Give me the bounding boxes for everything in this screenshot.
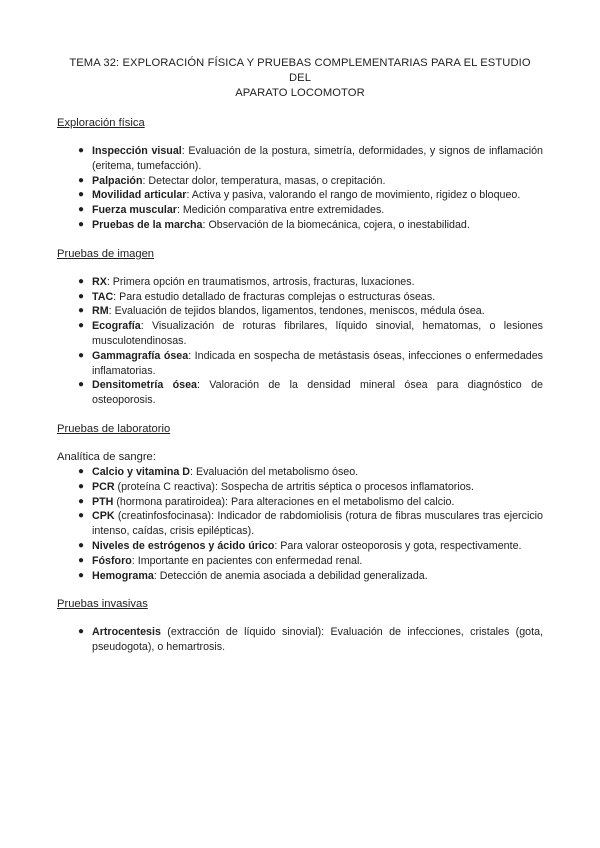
- bullet-icon: ●: [78, 275, 85, 287]
- bullet-icon: ●: [78, 379, 85, 391]
- item-term: PCR: [92, 480, 115, 493]
- bullet-icon: ●: [78, 569, 85, 581]
- list-item: [57, 509, 543, 539]
- item-term: Densitometría ósea: [92, 379, 197, 392]
- intro-analitica: Analítica de sangre:: [57, 450, 156, 463]
- item-term: Fósforo: [92, 554, 132, 567]
- bullet-icon: ●: [78, 465, 85, 477]
- item-description: (extracción de líquido sinovial): Evaluación de infecciones, cristales (gota, pseudogota), o hemartrosis.: [92, 626, 543, 654]
- item-description: : Detección de anemia asociada a debilidad generalizada.: [153, 569, 428, 582]
- title-line-2: APARATO LOCOMOTOR: [235, 87, 365, 99]
- item-term: Artrocentesis: [92, 626, 161, 639]
- title-line-1: TEMA 32: EXPLORACIÓN FÍSICA Y PRUEBAS COMPLEMENTARIAS PARA EL ESTUDIO DEL: [69, 57, 531, 84]
- list-item: [57, 304, 543, 319]
- list-exploracion-fisica: [57, 144, 543, 233]
- item-term: RM: [92, 305, 109, 318]
- item-description: : Primera opción en traumatismos, artrosis, fracturas, luxaciones.: [106, 275, 415, 288]
- bullet-icon: ●: [78, 204, 85, 216]
- list-item: [57, 275, 543, 290]
- list-item: [57, 349, 543, 379]
- item-description: (hormona paratiroidea): Para alteraciones en el metabolismo del calcio.: [113, 495, 455, 508]
- item-description: : Indicada en sospecha de metástasis óseas, infecciones o enfermedades inflamatorias.: [92, 349, 543, 377]
- item-term: Hemograma: [92, 569, 154, 582]
- list-pruebas-invasivas: [57, 625, 543, 655]
- item-term: Inspección visual: [92, 145, 182, 157]
- heading-pruebas-invasivas: Pruebas invasivas: [57, 598, 148, 611]
- document-title: [57, 56, 543, 101]
- item-description: : Valoración de la densidad mineral ósea para diagnóstico de osteoporosis.: [92, 379, 543, 407]
- heading-pruebas-laboratorio: Pruebas de laboratorio: [57, 422, 171, 435]
- bullet-icon: ●: [78, 510, 85, 522]
- item-description: : Evaluación de la postura, simetría, deformidades, y signos de inflamación (eritema, tumefacción).: [92, 145, 543, 172]
- item-term: Calcio y vitamina D: [92, 465, 191, 478]
- item-description: : Evaluación de tejidos blandos, ligamentos, tendones, meniscos, médula ósea.: [108, 305, 485, 318]
- bullet-icon: ●: [78, 495, 85, 507]
- item-term: Gammagrafía ósea: [92, 349, 189, 362]
- bullet-icon: ●: [78, 626, 85, 638]
- bullet-icon: ●: [78, 174, 85, 186]
- list-item: [57, 290, 543, 305]
- bullet-icon: ●: [78, 189, 85, 201]
- item-description: : Importante en pacientes con enfermedad renal.: [131, 554, 363, 567]
- list-item: [57, 495, 543, 510]
- item-term: Palpación: [92, 174, 143, 187]
- item-description: (proteína C reactiva): Sospecha de artritis séptica o procesos inflamatorios.: [114, 480, 474, 493]
- list-item: [57, 378, 543, 408]
- item-term: Fuerza muscular: [92, 204, 177, 217]
- item-term: Pruebas de la marcha: [92, 218, 203, 231]
- bullet-icon: ●: [78, 539, 85, 551]
- item-term: PTH: [92, 495, 114, 508]
- heading-exploracion-fisica: Exploración física: [57, 117, 145, 129]
- list-item: [57, 174, 543, 189]
- item-description: : Para valorar osteoporosis y gota, respectivamente.: [274, 539, 522, 552]
- item-term: Niveles de estrógenos y ácido úrico: [92, 539, 275, 552]
- item-description: : Evaluación del metabolismo óseo.: [190, 465, 359, 478]
- list-item: [57, 539, 543, 554]
- list-item: [57, 188, 543, 203]
- list-item: [57, 218, 543, 233]
- item-description: : Medición comparativa entre extremidades.: [176, 204, 385, 217]
- item-description: : Activa y pasiva, valorando el rango de movimiento, rigidez o bloqueo.: [186, 189, 521, 202]
- list-item: [57, 203, 543, 218]
- item-term: Ecografía: [92, 320, 141, 333]
- list-item: [57, 465, 543, 480]
- list-item: [57, 569, 543, 584]
- bullet-icon: ●: [78, 218, 85, 230]
- item-term: TAC: [92, 290, 114, 303]
- list-pruebas-laboratorio: [57, 465, 543, 583]
- bullet-icon: ●: [78, 290, 85, 302]
- item-term: Movilidad articular: [92, 189, 187, 202]
- list-item: [57, 144, 543, 174]
- bullet-icon: ●: [78, 305, 85, 317]
- bullet-icon: ●: [78, 554, 85, 566]
- heading-pruebas-imagen: Pruebas de imagen: [57, 247, 155, 260]
- bullet-icon: ●: [78, 349, 85, 361]
- item-term: CPK: [92, 510, 115, 523]
- item-description: (creatinfosfocinasa): Indicador de rabdomiolisis (rotura de fibras musculares tras ejercicio intenso, caídas, crisis epilépticas).: [92, 510, 543, 538]
- list-item: [57, 480, 543, 495]
- list-item: [57, 319, 543, 349]
- bullet-icon: ●: [78, 320, 85, 332]
- item-description: : Visualización de roturas fibrilares, líquido sinovial, hematomas, o lesiones musculotendinosas.: [92, 320, 543, 347]
- bullet-icon: ●: [78, 480, 85, 492]
- item-description: : Detectar dolor, temperatura, masas, o crepitación.: [142, 174, 386, 187]
- list-item: [57, 625, 543, 655]
- bullet-icon: ●: [78, 145, 85, 156]
- list-item: [57, 554, 543, 569]
- item-term: RX: [92, 275, 107, 288]
- item-description: : Observación de la biomecánica, cojera, o inestabilidad.: [202, 218, 470, 231]
- document-page: [57, 0, 543, 655]
- list-pruebas-imagen: [57, 275, 543, 408]
- item-description: : Para estudio detallado de fracturas complejas o estructuras óseas.: [113, 290, 436, 303]
